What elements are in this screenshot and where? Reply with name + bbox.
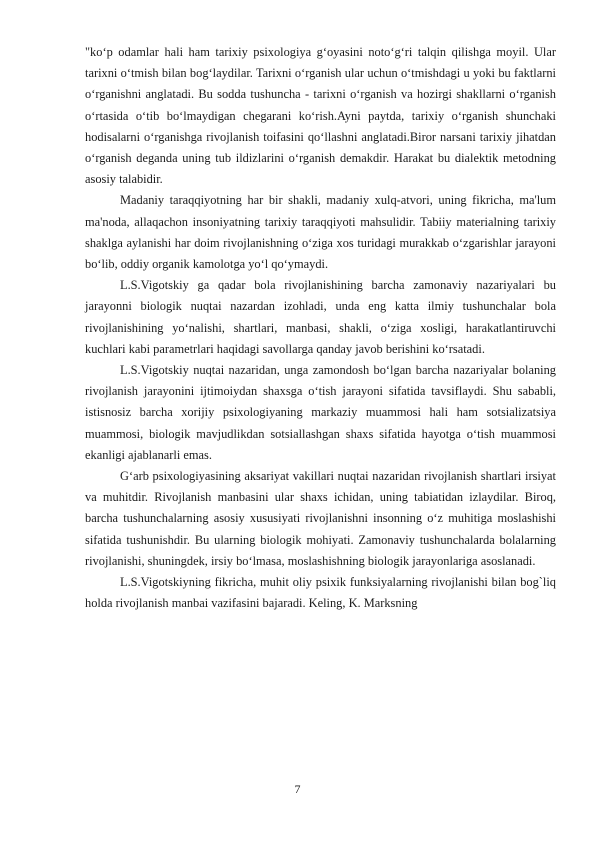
paragraph-2: Madaniy taraqqiyotning har bir shakli, madaniy xulq-atvori, uning fikricha, ma'lum ma'noda, allaqachon insoniyatning tarixiy taraqqiyoti mahsulidir. Tabiiy materialning tarixiy shaklga aylanishi har doim rivojlanishning o‘ziga xos turidagi murakkab o‘zgarishlar jarayoni bo‘lib, oddiy organik kamolotga yo‘l qo‘ymaydi. [85, 193, 556, 272]
page-number: 7 [294, 782, 301, 796]
paragraph-4: L.S.Vigotskiy nuqtai nazaridan, unga zamondosh bo‘lgan barcha nazariyalar bolaning rivojlanish jarayonini ijtimoiydan shaxsga o‘tish jarayoni sifatida tavsiflaydi. Shu sababli, istisnosiz barcha xorijiy psixologiyaning markaziy muammosi hali ham sotsializatsiya muammosi, biologik mavjudlikdan sotsiallashgan shaxs sifatida hayotga o‘tish muammosi ekanligi ajablanarli emas. [85, 363, 556, 462]
paragraph-1: "ko‘p odamlar hali ham tarixiy psixologiya g‘oyasini noto‘g‘ri talqin qilishga moyil. Ular tarixni o‘tmish bilan bog‘laydilar. Tarixni o‘rganish ular uchun o‘tmishdagi u yoki bu faktlarni o‘rganishni anglatadi. Bu sodda tushuncha - tarixni o‘rganish va hozirgi shakllarni o‘rganish o‘rtasida o‘tib bo‘lmaydigan chegarani ko‘rish.Ayni paytda, tarixiy o‘rganish shunchaki hodisalarni o‘rganishga rivojlanish toifasini qo‘llashni anglatadi.Biror narsani tarixiy jihatdan o‘rganish deganda uning tub ildizlarini o‘rganish demakdir. Harakat bu dialektik metodning asosiy talabidir. [85, 45, 556, 187]
paragraph-5: G‘arb psixologiyasining aksariyat vakillari nuqtai nazaridan rivojlanish shartlari irsiyat va muhitdir. Rivojlanish manbasini ular shaxs ichidan, uning tabiatidan izlaydilar. Biroq, barcha tushunchalarning asosiy xususiyati rivojlanishni insonning o‘z muhitiga moslashishi sifatida tushunishdir. Bu ularning biologik mohiyati. Zamonaviy tushunchalarda bolalarning rivojlanishi, shuningdek, irsiy bo‘lmasa, moslashishning biologik jarayonlariga asoslanadi. [85, 469, 556, 568]
body-text [85, 42, 556, 614]
paragraph-6: L.S.Vigotskiyning fikricha, muhit oliy psixik funksiyalarning rivojlanishi bilan bog`liq holda rivojlanish manbai vazifasini bajaradi. Keling, K. Marksning [85, 575, 556, 611]
paragraph-3: L.S.Vigotskiy ga qadar bola rivojlanishining barcha zamonaviy nazariyalari bu jarayonni biologik nuqtai nazardan izohladi, unda eng katta ilmiy tushunchalar bola rivojlanishining yo‘nalishi, shartlari, manbasi, shakli, o‘ziga xosligi, harakatlantiruvchi kuchlari kabi parametrlari haqidagi savollarga qanday javob berishini ko‘rsatadi. [85, 278, 556, 356]
